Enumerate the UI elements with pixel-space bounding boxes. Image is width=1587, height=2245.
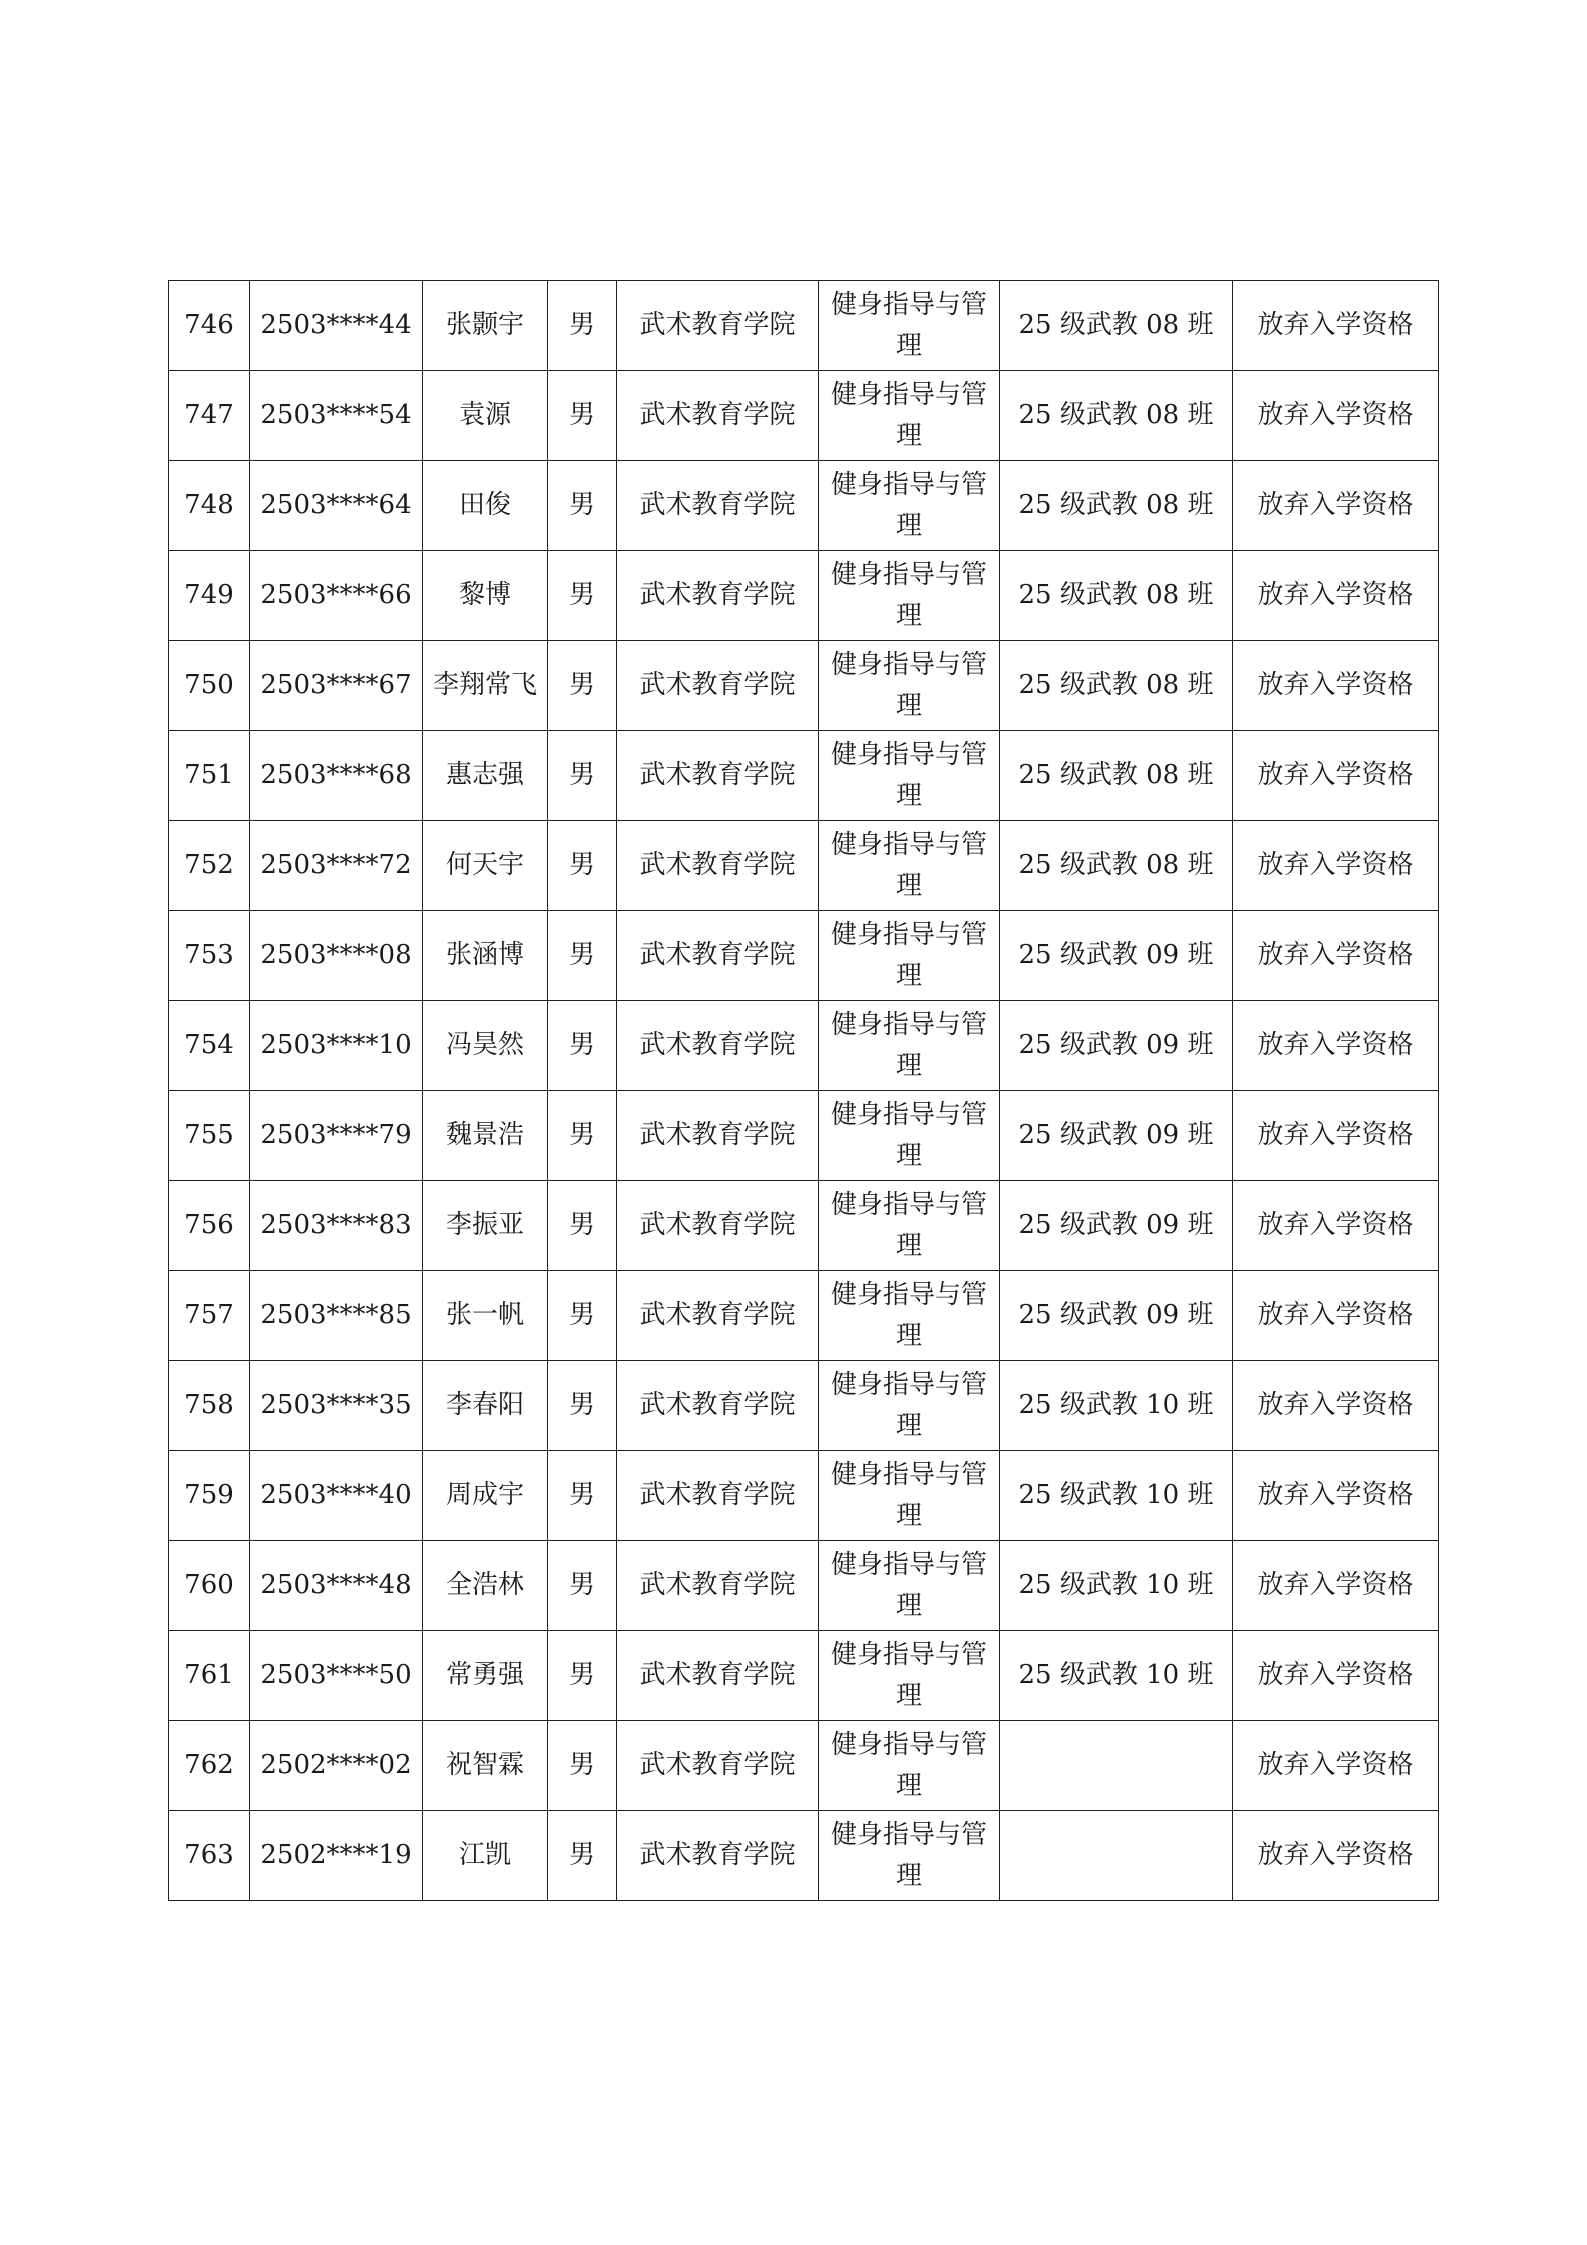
class-cell: 25 级武教 08 班: [1000, 821, 1233, 911]
table-row: [169, 1361, 1439, 1451]
college-cell: 武术教育学院: [617, 371, 819, 461]
college-cell: 武术教育学院: [617, 731, 819, 821]
class-cell: 25 级武教 08 班: [1000, 641, 1233, 731]
table-row: [169, 821, 1439, 911]
row-number-cell: 760: [169, 1541, 250, 1631]
status-cell: 放弃入学资格: [1233, 911, 1439, 1001]
row-number-cell: 746: [169, 281, 250, 371]
class-cell: 25 级武教 09 班: [1000, 1001, 1233, 1091]
gender-cell: 男: [548, 281, 617, 371]
student-name-cell: 田俊: [423, 461, 548, 551]
row-number-cell: 747: [169, 371, 250, 461]
status-cell: 放弃入学资格: [1233, 1181, 1439, 1271]
student-id-cell: 2502****19: [250, 1811, 423, 1901]
major-cell: 健身指导与管理: [819, 911, 1000, 1001]
table-row: [169, 551, 1439, 641]
major-cell: 健身指导与管理: [819, 1091, 1000, 1181]
student-roster-table: [168, 280, 1439, 1901]
roster-body: [169, 281, 1439, 1901]
major-cell: 健身指导与管理: [819, 371, 1000, 461]
student-name-cell: 江凯: [423, 1811, 548, 1901]
college-cell: 武术教育学院: [617, 641, 819, 731]
table-row: [169, 1631, 1439, 1721]
major-cell: 健身指导与管理: [819, 1811, 1000, 1901]
status-cell: 放弃入学资格: [1233, 1271, 1439, 1361]
student-name-cell: 惠志强: [423, 731, 548, 821]
table-row: [169, 731, 1439, 821]
table-row: [169, 1181, 1439, 1271]
college-cell: 武术教育学院: [617, 1091, 819, 1181]
status-cell: 放弃入学资格: [1233, 1631, 1439, 1721]
student-id-cell: 2503****08: [250, 911, 423, 1001]
row-number-cell: 757: [169, 1271, 250, 1361]
college-cell: 武术教育学院: [617, 1811, 819, 1901]
status-cell: 放弃入学资格: [1233, 1811, 1439, 1901]
gender-cell: 男: [548, 1631, 617, 1721]
student-name-cell: 常勇强: [423, 1631, 548, 1721]
student-id-cell: 2503****79: [250, 1091, 423, 1181]
status-cell: 放弃入学资格: [1233, 371, 1439, 461]
row-number-cell: 756: [169, 1181, 250, 1271]
student-id-cell: 2503****54: [250, 371, 423, 461]
student-id-cell: 2503****64: [250, 461, 423, 551]
class-cell: [1000, 1811, 1233, 1901]
major-cell: 健身指导与管理: [819, 1361, 1000, 1451]
college-cell: 武术教育学院: [617, 461, 819, 551]
row-number-cell: 763: [169, 1811, 250, 1901]
student-id-cell: 2503****66: [250, 551, 423, 641]
major-cell: 健身指导与管理: [819, 1181, 1000, 1271]
gender-cell: 男: [548, 1271, 617, 1361]
row-number-cell: 752: [169, 821, 250, 911]
major-cell: 健身指导与管理: [819, 641, 1000, 731]
status-cell: 放弃入学资格: [1233, 461, 1439, 551]
major-cell: 健身指导与管理: [819, 551, 1000, 641]
row-number-cell: 754: [169, 1001, 250, 1091]
student-name-cell: 张颢宇: [423, 281, 548, 371]
student-id-cell: 2503****48: [250, 1541, 423, 1631]
college-cell: 武术教育学院: [617, 1361, 819, 1451]
row-number-cell: 753: [169, 911, 250, 1001]
status-cell: 放弃入学资格: [1233, 1001, 1439, 1091]
table-row: [169, 1811, 1439, 1901]
gender-cell: 男: [548, 551, 617, 641]
status-cell: 放弃入学资格: [1233, 1361, 1439, 1451]
student-id-cell: 2503****35: [250, 1361, 423, 1451]
college-cell: 武术教育学院: [617, 911, 819, 1001]
gender-cell: 男: [548, 821, 617, 911]
table-row: [169, 1001, 1439, 1091]
college-cell: 武术教育学院: [617, 281, 819, 371]
class-cell: 25 级武教 10 班: [1000, 1361, 1233, 1451]
row-number-cell: 759: [169, 1451, 250, 1541]
student-name-cell: 冯昊然: [423, 1001, 548, 1091]
gender-cell: 男: [548, 731, 617, 821]
gender-cell: 男: [548, 1001, 617, 1091]
student-name-cell: 祝智霖: [423, 1721, 548, 1811]
status-cell: 放弃入学资格: [1233, 821, 1439, 911]
student-id-cell: 2503****83: [250, 1181, 423, 1271]
student-id-cell: 2503****44: [250, 281, 423, 371]
student-name-cell: 黎博: [423, 551, 548, 641]
gender-cell: 男: [548, 1361, 617, 1451]
class-cell: 25 级武教 08 班: [1000, 551, 1233, 641]
student-name-cell: 李振亚: [423, 1181, 548, 1271]
student-id-cell: 2503****67: [250, 641, 423, 731]
gender-cell: 男: [548, 1181, 617, 1271]
college-cell: 武术教育学院: [617, 1001, 819, 1091]
status-cell: 放弃入学资格: [1233, 1541, 1439, 1631]
class-cell: 25 级武教 10 班: [1000, 1631, 1233, 1721]
student-name-cell: 周成宇: [423, 1451, 548, 1541]
student-name-cell: 魏景浩: [423, 1091, 548, 1181]
class-cell: 25 级武教 08 班: [1000, 461, 1233, 551]
gender-cell: 男: [548, 1541, 617, 1631]
gender-cell: 男: [548, 1451, 617, 1541]
class-cell: 25 级武教 08 班: [1000, 731, 1233, 821]
major-cell: 健身指导与管理: [819, 1451, 1000, 1541]
college-cell: 武术教育学院: [617, 551, 819, 641]
student-id-cell: 2502****02: [250, 1721, 423, 1811]
major-cell: 健身指导与管理: [819, 1721, 1000, 1811]
row-number-cell: 749: [169, 551, 250, 641]
student-name-cell: 张涵博: [423, 911, 548, 1001]
college-cell: 武术教育学院: [617, 821, 819, 911]
class-cell: 25 级武教 08 班: [1000, 371, 1233, 461]
student-id-cell: 2503****10: [250, 1001, 423, 1091]
class-cell: 25 级武教 09 班: [1000, 1091, 1233, 1181]
status-cell: 放弃入学资格: [1233, 1721, 1439, 1811]
major-cell: 健身指导与管理: [819, 1631, 1000, 1721]
row-number-cell: 751: [169, 731, 250, 821]
college-cell: 武术教育学院: [617, 1631, 819, 1721]
status-cell: 放弃入学资格: [1233, 641, 1439, 731]
student-id-cell: 2503****40: [250, 1451, 423, 1541]
status-cell: 放弃入学资格: [1233, 1451, 1439, 1541]
college-cell: 武术教育学院: [617, 1451, 819, 1541]
college-cell: 武术教育学院: [617, 1181, 819, 1271]
table-row: [169, 1451, 1439, 1541]
student-name-cell: 李翔常飞: [423, 641, 548, 731]
student-id-cell: 2503****68: [250, 731, 423, 821]
gender-cell: 男: [548, 1091, 617, 1181]
class-cell: 25 级武教 10 班: [1000, 1451, 1233, 1541]
major-cell: 健身指导与管理: [819, 1001, 1000, 1091]
row-number-cell: 761: [169, 1631, 250, 1721]
class-cell: 25 级武教 10 班: [1000, 1541, 1233, 1631]
student-id-cell: 2503****85: [250, 1271, 423, 1361]
table-row: [169, 281, 1439, 371]
gender-cell: 男: [548, 1811, 617, 1901]
class-cell: 25 级武教 08 班: [1000, 281, 1233, 371]
row-number-cell: 750: [169, 641, 250, 731]
major-cell: 健身指导与管理: [819, 1541, 1000, 1631]
gender-cell: 男: [548, 911, 617, 1001]
gender-cell: 男: [548, 371, 617, 461]
college-cell: 武术教育学院: [617, 1721, 819, 1811]
table-row: [169, 1271, 1439, 1361]
gender-cell: 男: [548, 641, 617, 731]
table-row: [169, 641, 1439, 731]
student-name-cell: 李春阳: [423, 1361, 548, 1451]
status-cell: 放弃入学资格: [1233, 281, 1439, 371]
row-number-cell: 762: [169, 1721, 250, 1811]
table-row: [169, 911, 1439, 1001]
student-name-cell: 何天宇: [423, 821, 548, 911]
student-name-cell: 张一帆: [423, 1271, 548, 1361]
college-cell: 武术教育学院: [617, 1271, 819, 1361]
status-cell: 放弃入学资格: [1233, 551, 1439, 641]
row-number-cell: 748: [169, 461, 250, 551]
class-cell: 25 级武教 09 班: [1000, 1181, 1233, 1271]
status-cell: 放弃入学资格: [1233, 731, 1439, 821]
student-id-cell: 2503****50: [250, 1631, 423, 1721]
major-cell: 健身指导与管理: [819, 821, 1000, 911]
table-row: [169, 461, 1439, 551]
table-row: [169, 1721, 1439, 1811]
major-cell: 健身指导与管理: [819, 1271, 1000, 1361]
major-cell: 健身指导与管理: [819, 461, 1000, 551]
major-cell: 健身指导与管理: [819, 731, 1000, 821]
gender-cell: 男: [548, 461, 617, 551]
table-row: [169, 1091, 1439, 1181]
student-name-cell: 全浩林: [423, 1541, 548, 1631]
gender-cell: 男: [548, 1721, 617, 1811]
major-cell: 健身指导与管理: [819, 281, 1000, 371]
row-number-cell: 755: [169, 1091, 250, 1181]
row-number-cell: 758: [169, 1361, 250, 1451]
student-name-cell: 袁源: [423, 371, 548, 461]
student-id-cell: 2503****72: [250, 821, 423, 911]
table-row: [169, 1541, 1439, 1631]
class-cell: 25 级武教 09 班: [1000, 911, 1233, 1001]
table-row: [169, 371, 1439, 461]
college-cell: 武术教育学院: [617, 1541, 819, 1631]
class-cell: 25 级武教 09 班: [1000, 1271, 1233, 1361]
class-cell: [1000, 1721, 1233, 1811]
status-cell: 放弃入学资格: [1233, 1091, 1439, 1181]
